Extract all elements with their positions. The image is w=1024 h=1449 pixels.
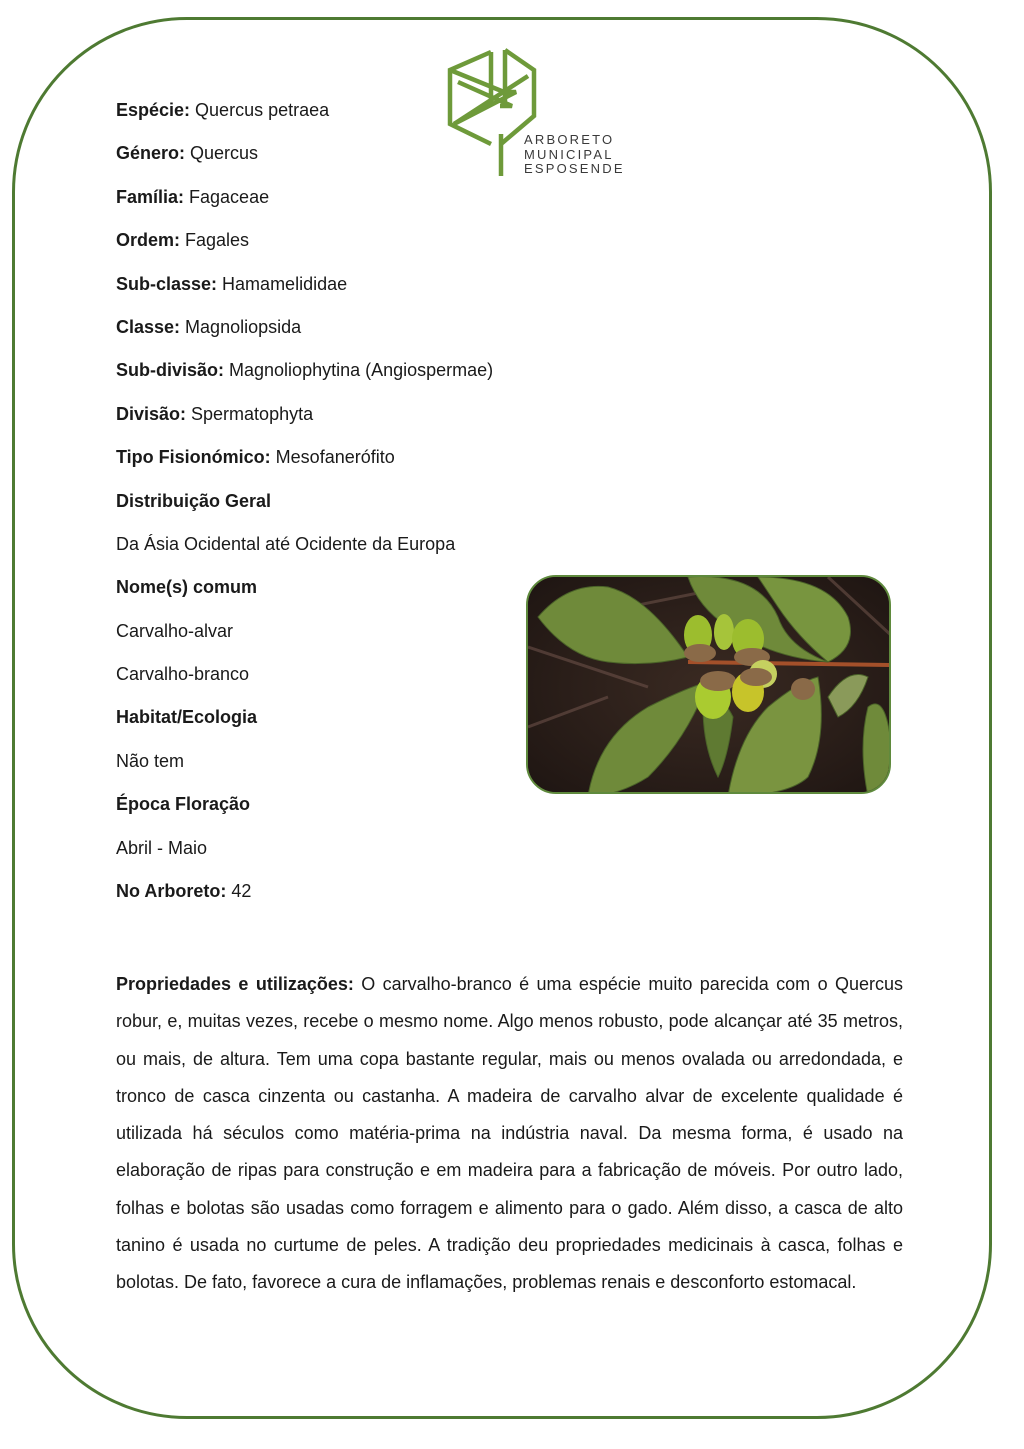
properties-text: O carvalho-branco é uma espécie muito parecida com o Quercus robur, e, muitas vezes, recebe o mesmo nome. Algo menos robusto, pode alcançar até 35 metros, ou mais, de altura. Tem uma copa bastante regular, mais ou menos ovalada ou arredondada, e tronco de casca cinzenta ou castanha. A madeira de carvalho alvar de excelente qualidade é utilizada há séculos como matéria-prima na indústria naval. Da mesma forma, é usado na elaboração de ripas para construção e em madeira para a fabricação de móveis. Por outro lado, folhas e bolotas são usadas como forragem e alimento para o gado. Além disso, a casca de alto tanino é usada no curtume de peles. A tradição deu propriedades medicinais à casca, folhas e bolotas. De fato, favorece a cura de inflamações, problemas renais e desconforto estomacal. (116, 974, 903, 1293)
nome-comum-2: Carvalho-branco (116, 664, 250, 685)
field-sub-divisao: Sub-divisão: Magnoliophytina (Angiospermae) (116, 360, 494, 381)
logo-line-3: ESPOSENDE (524, 161, 625, 176)
logo-line-2: MUNICIPAL (524, 146, 614, 162)
heading-distribuicao: Distribuição Geral (116, 490, 272, 511)
species-photo (526, 575, 891, 794)
logo-text (524, 133, 625, 177)
field-divisao: Divisão: Spermatophyta (116, 403, 314, 424)
field-tipo-fisionomico: Tipo Fisionómico: Mesofanerófito (116, 447, 395, 468)
logo-line-1: ARBORETO (524, 132, 615, 147)
heading-nomes-comuns: Nome(s) comum (116, 577, 258, 598)
properties-label: Propriedades e utilizações: (116, 974, 354, 994)
field-classe: Classe: Magnoliopsida (116, 316, 302, 337)
properties-paragraph (116, 966, 903, 1302)
field-sub-classe: Sub-classe: Hamamelididae (116, 273, 348, 294)
oak-branch-photo-icon (528, 577, 891, 794)
heading-floracao: Época Floração (116, 794, 251, 815)
field-no-arboreto: No Arboreto: 42 (116, 881, 252, 902)
field-familia: Família: Fagaceae (116, 186, 270, 207)
species-fields (116, 98, 536, 922)
field-ordem: Ordem: Fagales (116, 230, 250, 251)
heading-habitat: Habitat/Ecologia (116, 707, 258, 728)
value-habitat: Não tem (116, 750, 185, 771)
field-especie: Espécie: Quercus petraea (116, 100, 330, 120)
nome-comum-1: Carvalho-alvar (116, 620, 234, 641)
field-genero: Género: Quercus (116, 143, 259, 164)
value-distribuicao: Da Ásia Ocidental até Ocidente da Europa (116, 533, 456, 554)
value-floracao: Abril - Maio (116, 837, 208, 858)
